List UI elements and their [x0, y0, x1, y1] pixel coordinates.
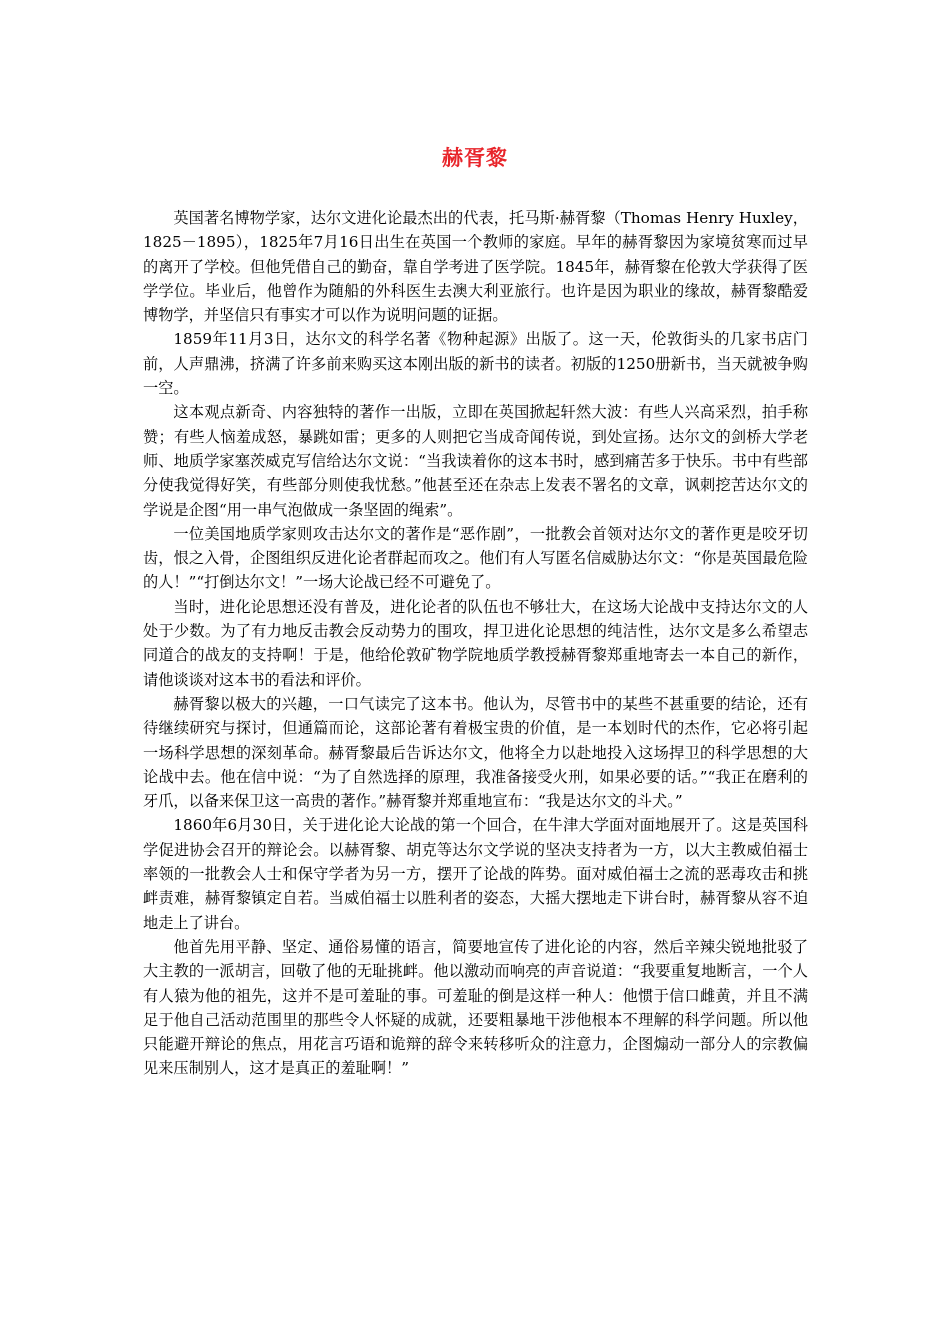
- paragraph-4: 一位美国地质学家则攻击达尔文的著作是“恶作剧”，一批教会首领对达尔文的著作更是咬牙切齿，恨之入骨，企图组织反进化论者群起而攻之。他们有人写匿名信威胁达尔文：“你是英国最危险的人！”“打倒达尔文！”一场大论战已经不可避免了。: [143, 524, 808, 592]
- paragraph-7: 1860年6月30日，关于进化论大论战的第一个回合，在牛津大学面对面地展开了。这是英国科学促进协会召开的辩论会。以赫胥黎、胡克等达尔文学说的坚决支持者为一方，以大主教威伯福士率领的一批教会人士和保守学者为另一方，摆开了论战的阵势。面对威伯福士之流的恶毒攻击和挑衅责难，赫胥黎镇定自若。当威伯福士以胜利者的姿态，大摇大摆地走下讲台时，赫胥黎从容不迫地走上了讲台。: [143, 816, 808, 932]
- paragraph-8: 他首先用平静、坚定、通俗易懂的语言，简要地宣传了进化论的内容，然后辛辣尖锐地批驳了大主教的一派胡言，回敬了他的无耻挑衅。他以激动而响亮的声音说道：“我要重复地断言，一个人有人猿为他的祖先，这并不是可羞耻的事。可羞耻的倒是这样一种人：他惯于信口雌黄，并且不满足于他自己活动范围里的那些令人怀疑的成就，还要粗暴地干涉他根本不理解的科学问题。所以他只能避开辩论的焦点，用花言巧语和诡辩的辞令来转移听众的注意力，企图煽动一部分人的宗教偏见来压制别人，这才是真正的羞耻啊！”: [143, 937, 808, 1078]
- paragraph-2: 1859年11月3日，达尔文的科学名著《物种起源》出版了。这一天，伦敦街头的几家书店门前，人声鼎沸，挤满了许多前来购买这本刚出版的新书的读者。初版的1250册新书，当天就被争购一空。: [143, 330, 808, 398]
- paragraph-6: 赫胥黎以极大的兴趣，一口气读完了这本书。他认为，尽管书中的某些不甚重要的结论，还有待继续研究与探讨，但通篇而论，这部论著有着极宝贵的价值，是一本划时代的杰作，它必将引起一场科学思想的深刻革命。赫胥黎最后告诉达尔文，他将全力以赴地投入这场捍卫的科学思想的大论战中去。他在信中说：“为了自然选择的原理，我准备接受火刑，如果必要的话。”“我正在磨利的牙爪，以备来保卫这一高贵的著作。”赫胥黎并郑重地宣布：“我是达尔文的斗犬。”: [143, 694, 808, 811]
- paragraph-5: 当时，进化论思想还没有普及，进化论者的队伍也不够壮大，在这场大论战中支持达尔文的人处于少数。为了有力地反击教会反动势力的围攻，捍卫进化论思想的纯洁性，达尔文是多么希望志同道合的战友的支持啊！于是，他给伦敦矿物学院地质学教授赫胥黎郑重地寄去一本自己的新作，请他谈谈对这本书的看法和评价。: [143, 597, 808, 689]
- document-body: [143, 206, 808, 1081]
- paragraph-1: 英国著名博物学家，达尔文进化论最杰出的代表，托马斯·赫胥黎（Thomas Henry Huxley，1825－1895），1825年7月16日出生在英国一个教师的家庭。早年的赫胥黎因为家境贫寒而过早的离开了学校。但他凭借自己的勤奋，靠自学考进了医学院。1845年，赫胥黎在伦敦大学获得了医学学位。毕业后，他曾作为随船的外科医生去澳大利亚旅行。也许是因为职业的缘故，赫胥黎酷爱博物学，并坚信只有事实才可以作为说明问题的证据。: [143, 209, 808, 325]
- document-title: 赫胥黎: [442, 145, 508, 170]
- paragraph-3: 这本观点新奇、内容独特的著作一出版，立即在英国掀起轩然大波：有些人兴高采烈，拍手称赞；有些人恼羞成怒，暴跳如雷；更多的人则把它当成奇闻传说，到处宣扬。达尔文的剑桥大学老师、地质学家塞茨威克写信给达尔文说：“当我读着你的这本书时，感到痛苦多于快乐。书中有些部分使我觉得好笑，有些部分则使我忧愁。”他甚至还在杂志上发表不署名的文章，讽刺挖苦达尔文的学说是企图“用一串气泡做成一条坚固的绳索”。: [143, 403, 808, 519]
